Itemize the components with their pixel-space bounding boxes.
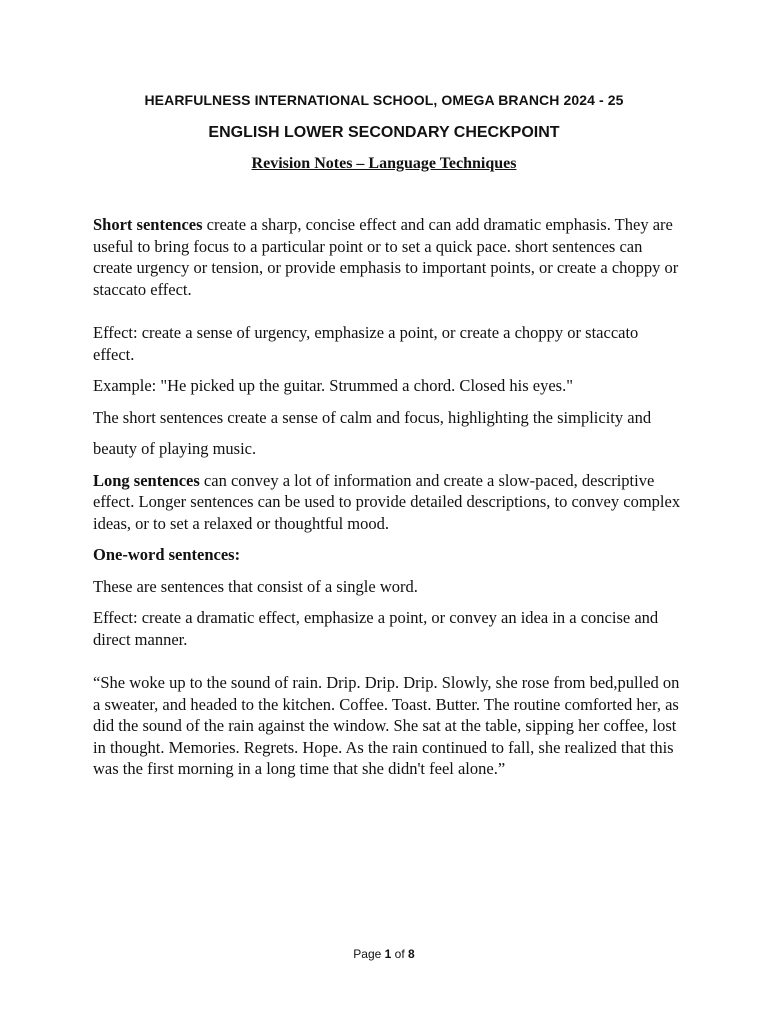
school-name: HEARFULNESS INTERNATIONAL SCHOOL, OMEGA BRANCH 2024 - 25	[144, 92, 624, 108]
subject-title: ENGLISH LOWER SECONDARY CHECKPOINT	[208, 124, 560, 141]
long-sentences-paragraph	[93, 470, 683, 535]
of-label: of	[391, 947, 409, 961]
short-sentences-description: create a sharp, concise effect and can add dramatic emphasis. They are useful to bring focus to a particular point or to set a quick pace. short sentences can create urgency or tension, or provide emphasis to important points, or create a choppy or staccato effect.	[93, 215, 679, 299]
long-sentences-term: Long sentences	[93, 470, 200, 490]
short-sentences-paragraph	[93, 214, 683, 300]
long-sentences-description: can convey a lot of information and create a slow-paced, descriptive effect. Longer sentences can be used to provide detailed descriptions, to convey complex ideas, or to set a relaxed or thoughtful mood.	[93, 470, 681, 533]
one-word-heading: One-word sentences:	[93, 545, 241, 564]
page-footer	[0, 947, 768, 961]
total-pages-number: 8	[408, 947, 415, 961]
current-page-number: 1	[384, 947, 392, 961]
page-label: Page	[353, 947, 385, 961]
short-example: Example: "He picked up the guitar. Strummed a chord. Closed his eyes."	[93, 376, 573, 395]
short-analysis-line-2: beauty of playing music.	[93, 439, 257, 458]
one-word-definition: These are sentences that consist of a single word.	[93, 576, 418, 596]
notes-title: Revision Notes – Language Techniques	[251, 155, 517, 172]
one-word-effect: Effect: create a dramatic effect, emphasize a point, or convey an idea in a concise and direct manner.	[93, 608, 659, 649]
short-effect: Effect: create a sense of urgency, emphasize a point, or create a choppy or staccato effect.	[93, 323, 639, 364]
example-passage: “She woke up to the sound of rain. Drip. Drip. Drip. Slowly, she rose from bed,pulled on a sweater, and headed to the kitchen. Coffee. Toast. Butter. The routine comforted her, as did the sound of the rain against the window. She sat at the table, sipping her coffee, lost in thought. Memories. Regrets. Hope. As the rain continued to fall, she realized that this was the first morning in a long time that she didn't feel alone.”	[93, 673, 680, 778]
short-sentences-term: Short sentences	[93, 215, 203, 234]
document-body	[93, 214, 683, 780]
short-analysis-line-1: The short sentences create a sense of calm and focus, highlighting the simplicity and	[93, 407, 652, 427]
